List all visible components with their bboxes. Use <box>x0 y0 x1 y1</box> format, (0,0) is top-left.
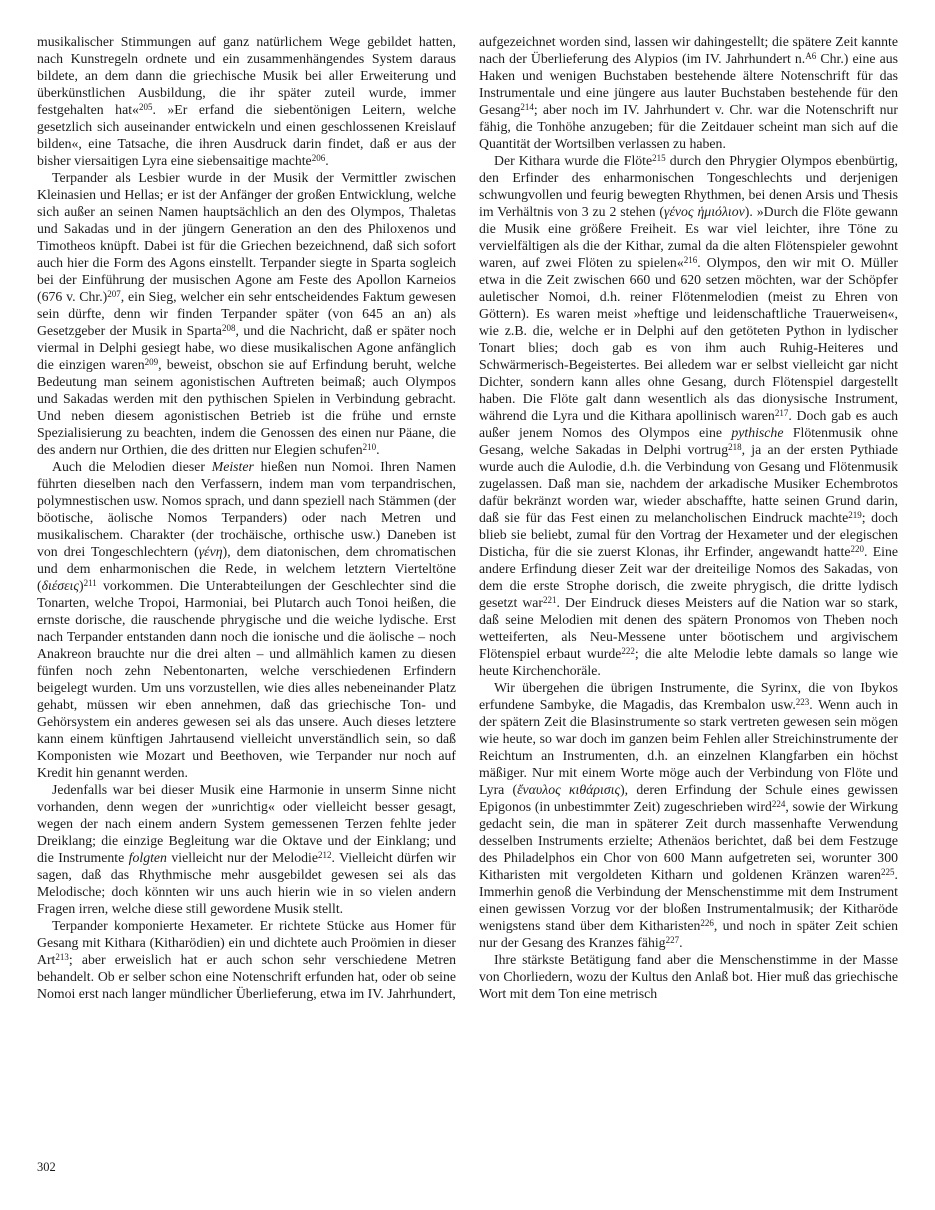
footnote-ref: 205 <box>138 101 153 112</box>
paragraph <box>479 951 898 1002</box>
text-segment: ). »Durch die Flöte gewann die Musik eine größere Freiheit. Es war viel leichter, ihre Töne zu vervielfältigen als die der Kithar, zumal da die alten Flötenspieler gewohnt waren, auf zwei Flöten zu spielen« <box>479 204 898 270</box>
text-segment: ) <box>78 578 84 593</box>
text-segment: . Doch gab es auch außer jenem Nomos des Olympos eine <box>479 408 899 440</box>
text-segment: Chr.) eine aus Haken und wenigen Buchstaben bestehende ältere Notenschrift für das Instrumentale und eine jüngere aus lauter Buchstaben bestehende für den Gesang <box>479 51 898 117</box>
footnote-ref: 222 <box>621 645 635 656</box>
footnote-ref: 219 <box>848 509 862 520</box>
text-segment: ; die alte Melodie lebte damals so lange wie heute Kirchenchoräle. <box>479 646 898 678</box>
text-segment: . <box>679 935 683 950</box>
text-segment: ), deren Erfindung der Schule eines gewissen Epigonos (in unbestimmter Zeit) zugeschrieben wird <box>479 782 899 814</box>
text-segment: vielleicht nur der Melodie <box>166 850 319 865</box>
text-segment: , und die Nachricht, daß er später noch viermal in Delphi gesiegt habe, wo diese musikalischen Agone anfänglich die einzigen waren <box>37 323 456 372</box>
text-segment: , ein Sieg, welcher ein sehr entscheidendes Faktum gewesen sein dürfte, denn wir finden Terpander später (von 645 an an) als Gesetzgeber der Musik in Sparta <box>37 289 456 338</box>
footnote-ref: 207 <box>107 288 121 299</box>
text-segment: . Eine andere Erfindung dieser Zeit war der dreiteilige Nomos des Sakadas, von dem die erste Strophe dorisch, die zweite phrygisch, die dritte lydisch gesetzt war <box>479 544 898 610</box>
footnote-ref: 220 <box>850 543 864 554</box>
text-segment: vorkommen. Die Unterabteilungen der Geschlechter sind die Tonarten, welche Tropoi, Harmoniai, bei Plutarch auch Tonoi heißen, die ernste dorische, die rauschende phrygische und die weiche lydische. Erst nach Terpander entstanden dann noch die ionische und die äolische – noch Anakreon brauchte nur die drei alten – und allmählich kamen zu diesen fünfen noch zehn Nebentonarten, welche verschiedenen Erfindern beigelegt wurden. Um uns vorzustellen, wie dies alles nebeneinander Platz gehabt, müssen wir eben annehmen, daß das griechische Ton- und Gehörsystem ein anderes gewesen sei als das unsere. Auch dieses letztere kann einem künftigen Jahrtausend vielleicht unverständlich sein, so daß Komponisten wie Mozart und Beethoven, wie Terpander nur noch auf Kredit hin genannt werden. <box>37 578 456 780</box>
footnote-ref: 211 <box>83 577 97 588</box>
greek-text: γένος ἡμιόλιον <box>664 204 745 219</box>
text-segment: . Vielleicht dürfen wir sagen, daß das Rhythmische mehr ausgebildet gewesen sei als das Melodische; doch könnten wir uns auch hierin wie in so vielen andern Fragen irren, welche diese still gewordene Musik stellt. <box>37 850 456 916</box>
right-column <box>479 33 898 1002</box>
text-columns <box>37 33 898 1002</box>
paragraph <box>37 458 456 781</box>
text-segment: Wir übergehen die übrigen Instrumente, die Syrinx, die von Ibykos erfundene Sambyke, die Magadis, das Krembalon usw. <box>479 680 898 712</box>
text-segment: ), dem diatonischen, dem chromatischen und dem enharmonischen die Rede, in welchem letztern Vierteltöne ( <box>37 544 456 593</box>
page-number: 302 <box>37 1160 56 1174</box>
text-segment: , ja an der ersten Pythiade wurde auch die Aulodie, d.h. die Verbindung von Gesang und Flötenmusik zugelassen. Daß man sie, nachdem der arkadische Musiker Echembrotos dafür bekränzt worden war, wieder abschaffte, hatte seinen Grund darin, daß sie für das Fest einen zu melancholischen Eindruck machte <box>479 442 898 525</box>
text-segment: . Der Eindruck dieses Meisters auf die Nation war so stark, daß seine Melodien mit denen des spätern Pronomos von Theben noch wetteiferten, als Neu-Messene unter böotischem und argivischem Flötenspiel erbaut wurde <box>479 595 899 661</box>
footnote-ref: 225 <box>881 866 895 877</box>
footnote-ref: A6 <box>805 50 817 61</box>
text-segment: , beweist, obschon sie auf Erfindung beruht, welche Bedeutung man seinem agonistischen Auftreten beimaß; auch Olympos und Sakadas werden mit den pythischen Spielen in Verbindung gebracht. Und neben diesem agonistischen Betrieb ist die frühe und ernste Spezialisierung zu beachten, indem die Genossen des einen nur Päane, die des andern nur Orthien, die des dritten nur Elegien schufen <box>37 357 456 457</box>
emphasized-text: Meister <box>211 459 254 474</box>
paragraph <box>37 781 456 917</box>
footnote-ref: 217 <box>774 407 789 418</box>
greek-text: γένη <box>198 544 223 559</box>
text-segment: Auch die Melodien dieser <box>52 459 212 474</box>
text-segment: ; aber noch im IV. Jahrhundert v. Chr. war die Notenschrift nur fähig, die Tonhöhe anzugeben; für die Zeitdauer scheint man sich auf die Quantität der Wortsilben verlassen zu haben. <box>479 102 898 151</box>
text-segment: Jedenfalls war bei dieser Musik eine Harmonie in unserm Sinne nicht vorhanden, denn wegen der »unrichtig« oder vielleicht besser gesagt, wegen der nach einem andern System gemessenen Terzen fehlte jeder Dreiklang; die einzige Begleitung war die Oktave und der Einklang; und die Instrumente <box>37 782 456 865</box>
footnote-ref: 215 <box>652 152 666 163</box>
footnote-ref: 206 <box>311 152 326 163</box>
text-segment: Flötenmusik ohne Gesang, welche Sakadas in Delphi vortrug <box>479 425 898 457</box>
greek-text: ἔναυλος κιθάρισις <box>517 782 621 797</box>
text-segment: Terpander komponierte Hexameter. Er richtete Stücke aus Homer für Gesang mit Kithara (Kitharödien) ein und dichtete auch Proömien in dieser Art <box>37 918 456 967</box>
text-segment: durch den Phrygier Olympos ebenbürtig, den Erfinder des enharmonischen Tongeschlechts und derjenigen schwungvollen und feurig bewegten Rhythmen, bei denen Arsis und Thesis im Verhältnis von 3 zu 2 stehen ( <box>479 153 899 219</box>
text-segment: . »Er erfand die siebentönigen Leitern, welche gesetzlich sich auseinander entwickeln und einen geschlossenen Kreislauf bilden«, eine Tatsache, die ihren Ausdruck darin findet, daß er aus der bisher viersaitigen Lyra eine siebensaitige machte <box>37 102 457 168</box>
text-segment: , sowie der Wirkung gedacht sein, die man in späterer Zeit durch massenhafte Verwendung desselben Instruments erzielte; Athenäos berichtet, daß bei dem Festzuge des Philadelphos ein Chor von 600 Mann aufgetreten sei, worunter 300 Kitharisten mit vergoldeten Kitharn und goldenen Kränzen waren <box>479 799 898 882</box>
text-segment: Der Kithara wurde die Flöte <box>494 153 653 168</box>
text-segment: Ihre stärkste Betätigung fand aber die Menschenstimme in der Masse von Chorliedern, wozu der Kultus den Anlaß bot. Hier muß das griechische Wort mit dem Ton eine metrisch <box>479 952 898 1001</box>
paragraph <box>37 33 456 169</box>
footnote-ref: 212 <box>318 849 332 860</box>
footnote-ref: 227 <box>665 934 680 945</box>
footnote-ref: 218 <box>728 441 742 452</box>
text-segment: Terpander als Lesbier wurde in der Musik der Vermittler zwischen Kleinasien und Hellas; er ist der Anfänger der großen Entwicklung, welche sich außer an seinen Namen hauptsächlich an den des Olympos, Thaletas und Sakadas und in der jüngern Generation an den des Philoxenos und Timotheos knüpft. Dabei ist für die Griechen bezeichnend, daß sich sofort auch hier die Form des Agons einstellt. Terpander siegte in Sparta sogleich bei der Einführung der musischen Agone am Feste des Apollon Karneios (676 v. Chr.) <box>37 170 456 304</box>
text-segment: musikalischer Stimmungen auf ganz natürlichem Wege gebildet hatten, nach Kunstregeln ordnete und ein zusammenhängendes System daraus bildete, an dem dann die griechische Musik bei aller Erweiterung und überkünstlichen Ausbildung, die ihr später zuteil wurde, immer festgehalten hat« <box>37 34 456 117</box>
footnote-ref: 221 <box>543 594 557 605</box>
emphasized-text: pythische <box>731 425 784 440</box>
left-column <box>37 33 456 1002</box>
paragraph <box>37 917 456 1002</box>
emphasized-text: folgten <box>128 850 167 865</box>
text-segment: ; aber erweislich hat er auch schon sehr verschiedene Metren behandelt. Ob er selber schon eine Notenschrift erfunden hat, oder ob seine Nomoi erst nach langer mündlicher Überlieferung, etwa im IV. Jahrhundert, <box>37 952 456 1001</box>
footnote-ref: 210 <box>362 441 377 452</box>
footnote-ref: 216 <box>683 254 698 265</box>
footnote-ref: 224 <box>771 798 786 809</box>
paragraph <box>479 33 898 152</box>
text-segment: . Olympos, den wir mit O. Müller etwa in die Zeit zwischen 660 und 620 setzen möchten, war der Schöpfer auletischer Nomoi, d.h. reiner Flötenmelodien (meist zu Ehren von Göttern). Es waren meist »heftige und leidenschaftliche Trauerweisen«, wie z.B. die, welche er in Delphi auf den getöteten Python in lydischer Tonart blies; doch gab es von ihm auch Ruhig-Heiteres und Schwärmerisch-Begeistertes. Bei alledem war er selbst vielleicht gar nicht Dichter, sondern kann alles ohne Gesang, durch Flötenspiel dargestellt haben. Die Flöte galt dann wesentlich als das dionysische Instrument, während die Lyra und die Kithara apollinisch waren <box>479 255 898 423</box>
greek-text: διέσεις <box>41 578 79 593</box>
text-segment: hießen nun Nomoi. Ihren Namen führten dieselben nach den Verfassern, indem man vom terpandrischen, polymnestischen usw. Nomos sprach, und dann speziell nach Stämmen (der böotische, äolische Nomos Terpanders) oder nach Metren und musikalischem. Charakter (der trochäische, orthische usw.) Daneben ist von drei Tongeschlechtern ( <box>37 459 457 559</box>
text-segment: aufgezeichnet worden sind, lassen wir dahingestellt; die spätere Zeit kannte nach der Überlieferung des Alypios (im IV. Jahrhundert n. <box>479 34 898 66</box>
footnote-ref: 214 <box>520 101 534 112</box>
text-segment: . <box>376 442 380 457</box>
paragraph <box>479 152 898 679</box>
text-segment: . Wenn auch in der spätern Zeit die Blasinstrumente so stark vertreten gewesen sein mögen wie heute, so war doch im ganzen beim Fehlen aller Streichinstrumente der Reichtum an Instrumenten, d.h. an einzelnen Klangfarben ein höchst mäßiger. Nur mit einem Worte möge auch der Verbindung von Flöte und Lyra ( <box>479 697 898 797</box>
footnote-ref: 209 <box>144 356 159 367</box>
text-segment: ; doch blieb sie beliebt, zumal für den Vortrag der Hexameter und der elegischen Disticha, für die sie zuerst Klonas, ihr Erfinder, angewandt hatte <box>479 510 898 559</box>
text-segment: . <box>325 153 329 168</box>
text-segment: . Immerhin genoß die Verbindung der Menschenstimme mit dem Instrument einen gewissen Vorzug vor der bloßen Instrumentalmusik; der Kitharöde wenigstens stand über dem Kitharisten <box>479 867 898 933</box>
paragraph <box>37 169 456 458</box>
paragraph <box>479 679 898 951</box>
footnote-ref: 213 <box>55 951 69 962</box>
footnote-ref: 208 <box>221 322 236 333</box>
footnote-ref: 226 <box>700 917 714 928</box>
text-segment: , und noch in später Zeit schien nur der Gesang des Kranzes fähig <box>479 918 898 950</box>
footnote-ref: 223 <box>795 696 810 707</box>
